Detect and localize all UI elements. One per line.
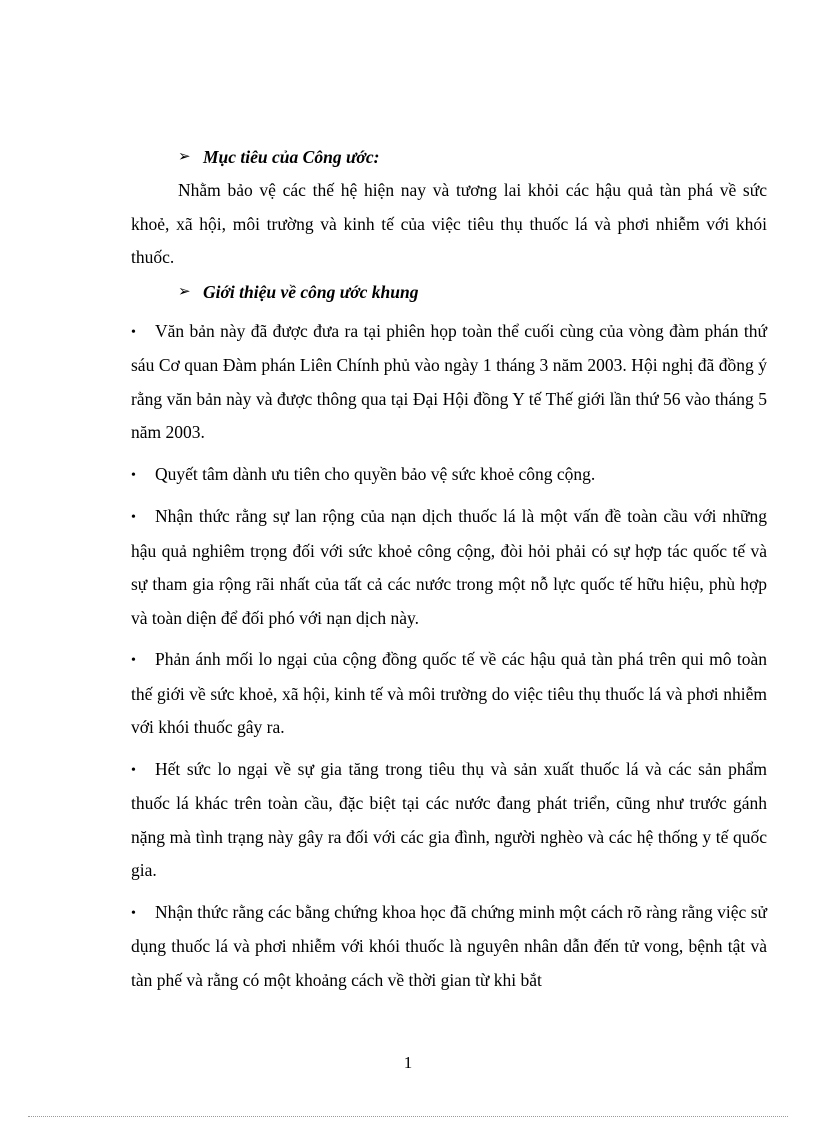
objectives-paragraph: Nhằm bảo vệ các thế hệ hiện nay và tương lai khỏi các hậu quả tàn phá về sức khoẻ, xã hội, môi trường và kinh tế của việc tiêu thụ thuốc lá và phơi nhiễm với khói thuốc. [131,180,767,267]
page-number: 1 [403,1053,413,1072]
bullet-dot-icon: • [131,653,136,668]
arrow-bullet-icon: ➢ [178,149,191,165]
section-heading-text: Giới thiệu về công ước khung [203,281,419,302]
page-body [131,140,767,1005]
bullet-dot-icon: • [131,510,136,525]
section-heading-introduction [131,275,767,309]
section-heading-objectives [131,140,767,174]
list-item-text: Văn bản này đã được đưa ra tại phiên họp toàn thể cuối cùng của vòng đàm phán thứ sáu Cơ quan Đàm phán Liên Chính phủ vào ngày 1 tháng 3 năm 2003. Hội nghị đã đồng ý rằng văn bản này và được thông qua tại Đại Hội đồng Y tế Thế giới lần thứ 56 vào tháng 5 năm 2003. [131,320,767,442]
arrow-bullet-icon: ➢ [178,283,191,300]
bullet-dot-icon: • [131,762,136,778]
list-item [131,458,767,493]
section-heading-text: Mục tiêu của Công ước: [203,147,380,167]
list-item [131,896,767,998]
footer-divider [28,1116,788,1117]
bullet-dot-icon: • [131,467,136,483]
list-item-text: Phản ánh mối lo ngại của cộng đồng quốc tế về các hậu quả tàn phá trên qui mô toàn thế giới về sức khoẻ, xã hội, kinh tế và môi trường do việc tiêu thụ thuốc lá và phơi nhiễm với khói thuốc gây ra. [131,649,767,737]
bullet-dot-icon: • [131,905,136,921]
list-item [131,315,767,450]
list-item [131,643,767,745]
bullet-dot-icon: • [131,324,136,340]
list-item-text: Nhận thức rằng sự lan rộng của nạn dịch thuốc lá là một vấn đề toàn cầu với những hậu quả nghiêm trọng đối với sức khoẻ công cộng, đòi hỏi phải có sự hợp tác quốc tế và sự tham gia rộng rãi nhất của tất cả các nước trong một nỗ lực quốc tế hữu hiệu, phù hợp và toàn diện để đối phó với nạn dịch này. [131,506,767,628]
list-item [131,753,767,888]
list-item-text: Hết sức lo ngại về sự gia tăng trong tiêu thụ và sản xuất thuốc lá và các sản phẩm thuốc lá khác trên toàn cầu, đặc biệt tại các nước đang phát triển, cũng như trước gánh nặng mà tình trạng này gây ra đối với các gia đình, người nghèo và các hệ thống y tế quốc gia. [131,758,767,880]
list-item-text: Quyết tâm dành ưu tiên cho quyền bảo vệ sức khoẻ công cộng. [155,463,596,484]
list-item [131,500,767,635]
list-item-text: Nhận thức rằng các bằng chứng khoa học đã chứng minh một cách rõ ràng rằng việc sử dụng thuốc lá và phơi nhiễm với khói thuốc là nguyên nhân dẫn đến tử vong, bệnh tật và tàn phế và rằng có một khoảng cách về thời gian từ khi bắt [131,901,767,990]
